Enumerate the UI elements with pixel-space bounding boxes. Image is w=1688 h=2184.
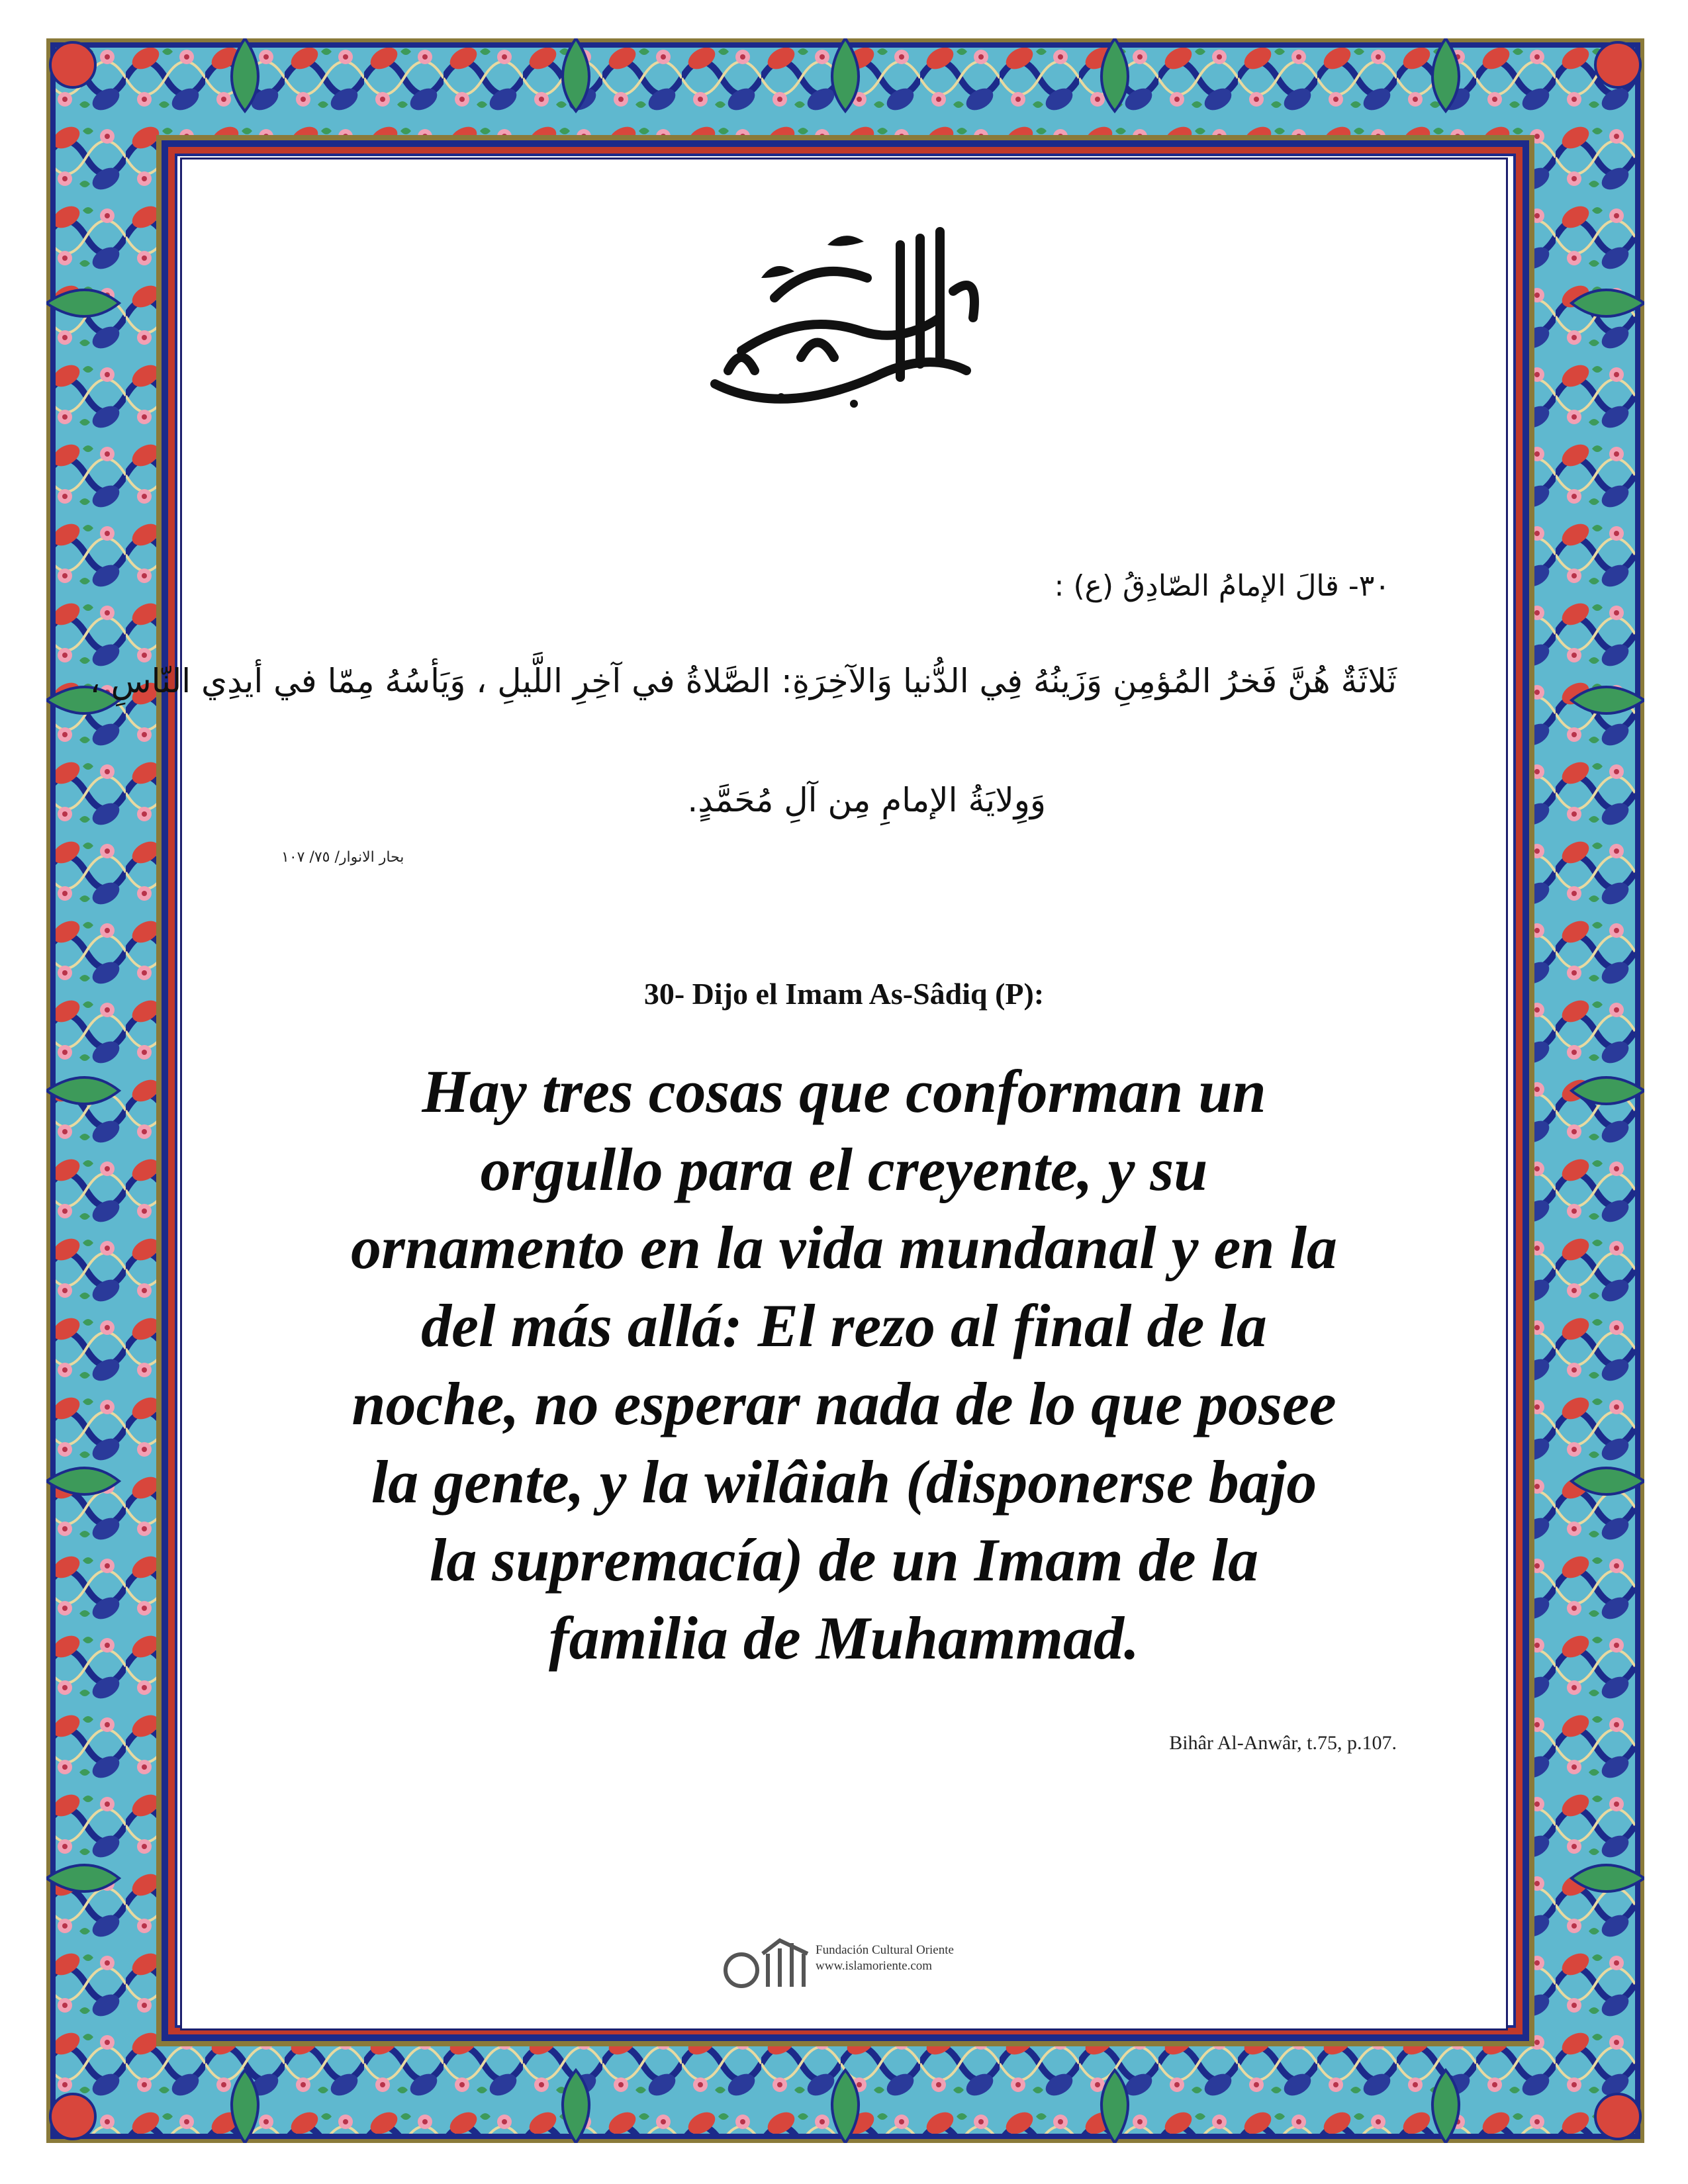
- arabic-text-line-2: وَوِلايَةُ الإمامِ مِن آلِ مُحَمَّدٍ.: [687, 781, 1046, 819]
- hadith-heading: 30- Dijo el Imam As-Sâdiq (P):: [643, 977, 1045, 1011]
- foundation-url[interactable]: www.islamoriente.com: [816, 1959, 933, 1973]
- quote-line: Hay tres cosas que conforman un: [422, 1058, 1266, 1125]
- foundation-name: Fundación Cultural Oriente: [816, 1943, 954, 1957]
- quote-line: del más allá: El rezo al final de la: [421, 1292, 1267, 1359]
- quote-line: la supremacía) de un Imam de la: [429, 1526, 1259, 1594]
- arabic-text-line-1: ثَلاثَةٌ هُنَّ فَخرُ المُؤمِنِ وَزَينُهُ فِي الدُّنيا وَالآخِرَةِ: الصَّلاةُ في آخِرِ اللَّيلِ ، وَيَأسُهُ مِمّا في أيدِي النّاسِ ،: [89, 662, 1397, 700]
- quote-line: noche, no esperar nada de lo que posee: [352, 1370, 1336, 1437]
- arabic-source: بحار الانوار/ ٧٥/ ١٠٧: [281, 849, 404, 866]
- foundation-logo-icon: [722, 1934, 814, 1993]
- quote-line: la gente, y la wilâiah (disponerse bajo: [371, 1448, 1317, 1516]
- foundation-info: [816, 1942, 954, 1974]
- quote-line: familia de Muhammad.: [549, 1604, 1139, 1672]
- hadith-quote: [265, 1052, 1423, 1677]
- source-citation: Bihâr Al-Anwâr, t.75, p.107.: [1169, 1732, 1397, 1754]
- arabic-heading: ٣٠- قالَ الإمامُ الصّادِقُ (ع) :: [1054, 569, 1390, 603]
- quote-line: orgullo para el creyente, y su: [480, 1136, 1208, 1203]
- quote-line: ornamento en la vida mundanal y en la: [350, 1214, 1338, 1281]
- basmala-calligraphy: [702, 218, 993, 430]
